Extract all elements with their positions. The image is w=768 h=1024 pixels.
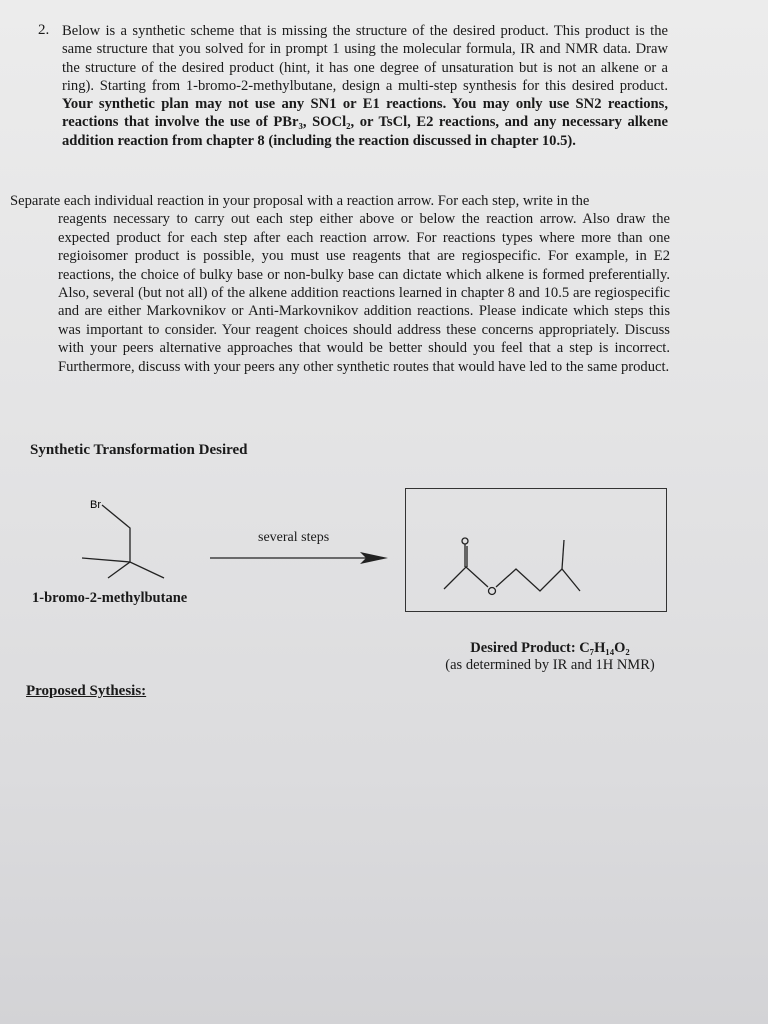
instructions-body: reagents necessary to carry out each step either above or below the reaction arrow. Also draw the expected product for each step after each reaction arrow. For reactions types where more than one regioisomer product is possible, you must use reagents that are regiospecific. For example, in E2 reactions, the choice of bulky base or non-bulky base can dictate which alkene is formed preferentially. Also, several (but not all) of the alkene addition reactions learned in chapter 8 and 10.5 are regiospecific and are either Markovnikov or Anti-Markovnikov addition reactions. Please indicate which steps this was important to consider. Your reagent choices should address these concerns appropriately. Discuss with your peers alternative approaches that would be better should you feel that a step is incorrect. Furthermore, discuss with your peers any other synthetic routes that would have led to the same product. <box>58 211 670 375</box>
question-number: 2. <box>38 22 50 38</box>
reaction-arrow <box>208 548 398 568</box>
starting-material-structure <box>60 490 240 600</box>
product-determination-note: (as determined by IR and 1H NMR) <box>445 657 655 673</box>
bromine-atom-label: Br <box>90 499 101 511</box>
product-caption <box>420 640 680 674</box>
proposed-synthesis-heading: Proposed Sythesis: <box>26 683 147 699</box>
question-constraints-text: Your synthetic plan may not use any SN1 or E1 reactions. You may only use SN2 reactions, reactions that involve the use of PBr₃, SOCl₂, or TsCl, E2 reactions, and any necessary alkene addition reaction from chapter 8 (including the reaction discussed in chapter 10.5). <box>62 96 668 149</box>
starting-material-name: 1-bromo-2-methylbutane <box>32 590 188 606</box>
question-intro-text: Below is a synthetic scheme that is missing the structure of the desired product. This product is the same structure that you solved for in prompt 1 using the molecular formula, IR and NMR data. Draw the structure of the desired product (hint, it has one degree of unsaturation but is not an alkene or a ring). Starting from 1-bromo-2-methylbutane, design a multi-step synthesis for this desired product. <box>62 23 668 94</box>
question-2-paragraph <box>62 22 668 150</box>
section-title: Synthetic Transformation Desired <box>30 442 248 458</box>
instructions-first-line: Separate each individual reaction in your proposal with a reaction arrow. For each step, write in the <box>10 193 590 209</box>
instructions-paragraph <box>10 192 670 376</box>
product-structure-drawing <box>430 525 630 615</box>
arrow-label: several steps <box>258 530 330 545</box>
product-formula: Desired Product: C₇H₁₄O₂ <box>470 640 630 656</box>
